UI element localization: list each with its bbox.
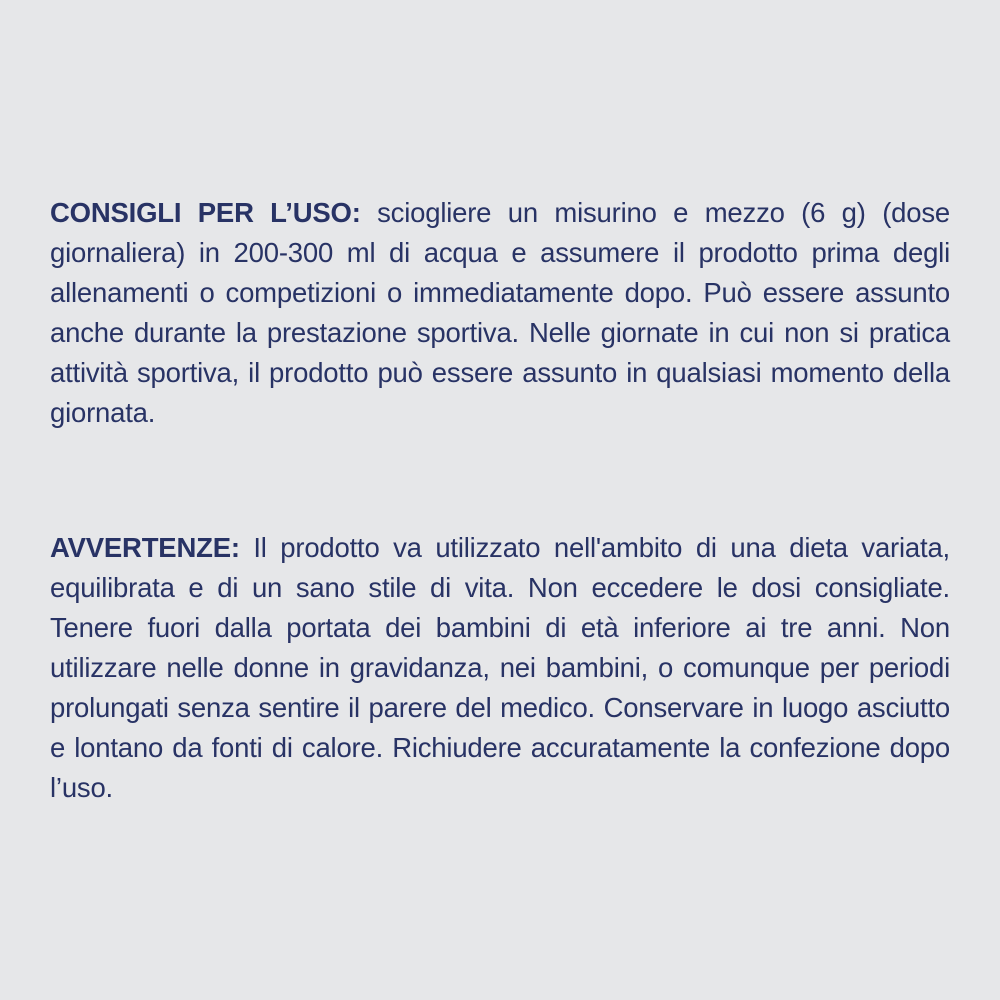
usage-instructions (50, 193, 950, 433)
usage-text: sciogliere un misurino e mezzo (6 g) (dose giornaliera) in 200-300 ml di acqua e assumere il prodotto prima degli allenamenti o competizioni o immediatamente dopo. Può essere assunto anche durante la prestazione sportiva. Nelle giornate in cui non si pratica attività sportiva, il prodotto può essere assunto in qualsiasi momento della giornata. (50, 197, 950, 428)
usage-heading: CONSIGLI PER L’USO: (50, 197, 361, 228)
warnings-text: Il prodotto va utilizzato nell'ambito di una dieta variata, equilibrata e di un sano stile di vita. Non eccedere le dosi consigliate. Tenere fuori dalla portata dei bambini di età inferiore ai tre anni. Non utilizzare nelle donne in gravidanza, nei bambini, o comunque per periodi prolungati senza sentire il parere del medico. Conservare in luogo asciutto e lontano da fonti di calore. Richiudere accuratamente la confezione dopo l’uso. (50, 532, 950, 803)
warnings-section (50, 528, 950, 808)
warnings-heading: AVVERTENZE: (50, 532, 240, 563)
